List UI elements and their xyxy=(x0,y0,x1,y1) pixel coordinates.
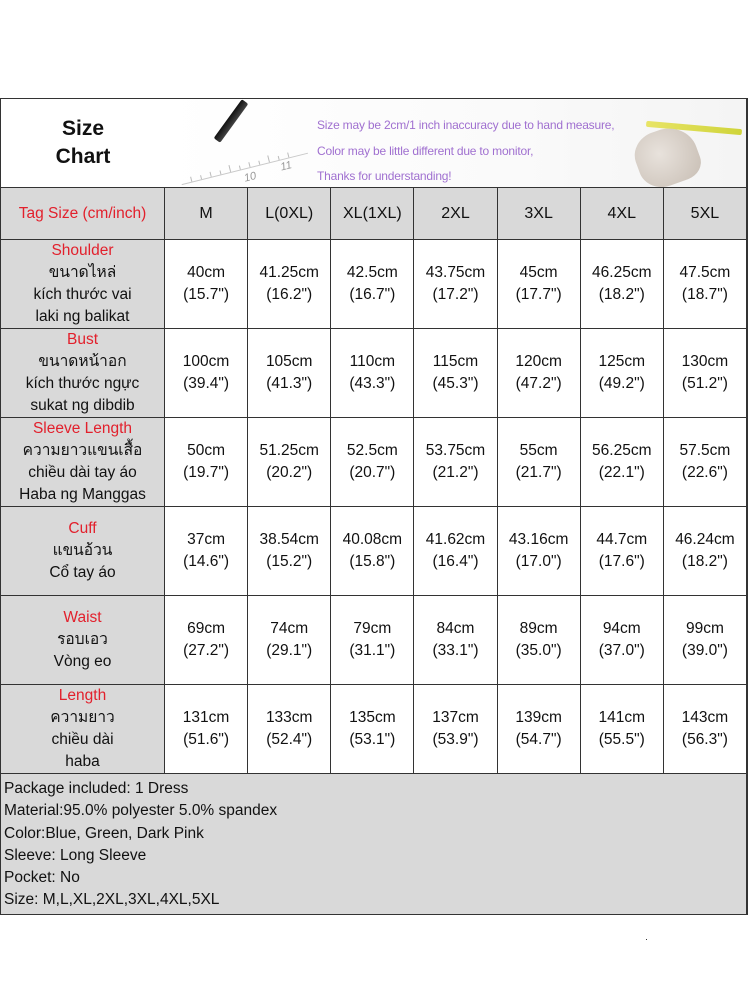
measurement-translation: chiều dài xyxy=(51,731,114,748)
value-cm: 44.7cm xyxy=(596,531,648,548)
value-inch: (16.4") xyxy=(432,553,479,570)
value-inch: (22.1") xyxy=(598,464,645,481)
value-inch: (17.6") xyxy=(598,553,645,570)
measurement-cell xyxy=(165,596,248,684)
value-cm: 84cm xyxy=(436,620,475,637)
size-header-3xl: 3XL xyxy=(498,188,581,239)
measurement-cell xyxy=(414,329,497,417)
measurement-cell xyxy=(664,329,746,417)
value-inch: (45.3") xyxy=(432,375,479,392)
note-line: Thanks for understanding! xyxy=(317,169,452,183)
value-cm: 41.62cm xyxy=(425,531,486,548)
measurement-cell xyxy=(581,329,664,417)
value-cm: 100cm xyxy=(182,353,230,370)
ruler-icon xyxy=(172,114,308,185)
value-cm: 125cm xyxy=(598,353,646,370)
measurement-translation: ขนาดไหล่ xyxy=(48,264,117,281)
measurement-row-shoulder xyxy=(1,240,746,329)
tag-size-label-cell xyxy=(1,188,165,239)
value-cm: 45cm xyxy=(519,264,558,281)
ruler-number: 10 xyxy=(242,170,258,185)
detail-size: Size: M,L,XL,2XL,3XL,4XL,5XL xyxy=(4,891,220,909)
value-cm: 40.08cm xyxy=(342,531,403,548)
value-cm: 43.75cm xyxy=(425,264,486,281)
value-cm: 52.5cm xyxy=(346,442,398,459)
value-inch: (17.7") xyxy=(515,286,562,303)
value-cm: 56.25cm xyxy=(592,442,652,459)
value-inch: (31.1") xyxy=(349,642,396,659)
value-cm: 94cm xyxy=(602,620,641,637)
measurement-cell xyxy=(664,507,746,595)
value-cm: 131cm xyxy=(182,709,230,726)
value-cm: 69cm xyxy=(187,620,226,637)
value-inch: (52.4") xyxy=(266,731,313,748)
measurement-cell xyxy=(248,240,331,328)
measurement-cell xyxy=(414,418,497,506)
size-header-2xl: 2XL xyxy=(414,188,497,239)
measurement-banner xyxy=(165,99,746,187)
measurement-label-cell xyxy=(1,418,165,506)
measurement-translation: kích thước ngực xyxy=(25,375,140,392)
value-inch: (22.6") xyxy=(681,464,728,481)
detail-color: Color:Blue, Green, Dark Pink xyxy=(4,824,204,842)
measurement-cell xyxy=(248,596,331,684)
value-inch: (19.7") xyxy=(183,464,230,481)
measurement-label-cell xyxy=(1,596,165,684)
value-inch: (39.4") xyxy=(183,375,230,392)
size-header-xl: XL(1XL) xyxy=(331,188,414,239)
title-line-2: Chart xyxy=(55,145,111,168)
note-line: Color may be little different due to monitor, xyxy=(317,143,534,158)
value-inch: (17.2") xyxy=(432,286,479,303)
value-inch: (39.0") xyxy=(681,642,728,659)
measurement-cell xyxy=(581,596,664,684)
measurement-cell xyxy=(165,507,248,595)
measurement-row-cuff xyxy=(1,507,746,596)
measurement-cell xyxy=(331,507,414,595)
measurement-translation: ขนาดหน้าอก xyxy=(38,353,127,370)
value-cm: 135cm xyxy=(349,709,396,726)
measurement-cell xyxy=(414,685,497,773)
product-details xyxy=(1,774,746,914)
value-inch: (49.2") xyxy=(598,375,645,392)
measurement-translation: ความยาว xyxy=(50,709,115,726)
measurement-cell xyxy=(498,596,581,684)
measurement-cell xyxy=(581,240,664,328)
value-cm: 99cm xyxy=(685,620,724,637)
value-cm: 74cm xyxy=(270,620,309,637)
measurement-cell xyxy=(664,240,746,328)
measurement-translation: kích thước vai xyxy=(33,286,132,303)
value-inch: (33.1") xyxy=(432,642,479,659)
value-inch: (53.9") xyxy=(432,731,479,748)
detail-sleeve: Sleeve: Long Sleeve xyxy=(4,846,147,864)
measurement-cell xyxy=(664,418,746,506)
value-cm: 139cm xyxy=(515,709,562,726)
measurement-cell xyxy=(664,685,746,773)
value-inch: (15.2") xyxy=(266,553,313,570)
measurement-name: Cuff xyxy=(68,520,97,537)
measurement-row-length xyxy=(1,685,746,774)
size-header-l: L(0XL) xyxy=(248,188,331,239)
measurement-name: Sleeve Length xyxy=(32,420,133,437)
value-inch: (20.2") xyxy=(266,464,313,481)
measurement-row-sleeve-length xyxy=(1,418,746,507)
measurement-cell xyxy=(664,596,746,684)
value-cm: 141cm xyxy=(598,709,646,726)
value-inch: (21.7") xyxy=(515,464,562,481)
measurement-label-cell xyxy=(1,507,165,595)
value-inch: (29.1") xyxy=(266,642,313,659)
size-header-m: M xyxy=(165,188,248,239)
measurement-translation: laki ng balikat xyxy=(35,308,130,325)
value-cm: 50cm xyxy=(187,442,226,459)
value-inch: (15.7") xyxy=(183,286,230,303)
value-cm: 89cm xyxy=(519,620,558,637)
measurement-translation: sukat ng dibdib xyxy=(30,397,135,414)
measurement-cell xyxy=(248,418,331,506)
value-inch: (18.7") xyxy=(681,286,728,303)
value-cm: 47.5cm xyxy=(679,264,731,281)
value-inch: (54.7") xyxy=(515,731,562,748)
measurement-cell xyxy=(498,685,581,773)
ruler-number: 11 xyxy=(279,159,294,174)
measurement-name: Shoulder xyxy=(51,242,114,259)
measurement-translation: แขนอ้วน xyxy=(52,542,113,559)
measurement-translation: chiều dài tay áo xyxy=(28,464,137,481)
value-cm: 46.25cm xyxy=(592,264,652,281)
value-inch: (53.1") xyxy=(349,731,396,748)
tag-size-label: Tag Size (cm/inch) xyxy=(18,204,147,222)
measurement-translation: Cổ tay áo xyxy=(49,564,116,581)
detail-material: Material:95.0% polyester 5.0% spandex xyxy=(4,802,278,820)
measurement-cell xyxy=(498,240,581,328)
detail-package: Package included: 1 Dress xyxy=(4,780,189,797)
measurement-cell xyxy=(248,685,331,773)
value-cm: 38.54cm xyxy=(259,531,319,548)
measurement-translation: Vòng eo xyxy=(53,653,112,670)
value-inch: (37.0") xyxy=(598,642,645,659)
value-inch: (47.2") xyxy=(515,375,562,392)
measurement-cell xyxy=(498,507,581,595)
value-cm: 115cm xyxy=(432,353,479,370)
measurement-cell xyxy=(331,329,414,417)
value-inch: (16.7") xyxy=(349,286,396,303)
value-cm: 143cm xyxy=(681,709,729,726)
value-cm: 53.75cm xyxy=(425,442,486,459)
measurement-row-waist xyxy=(1,596,746,685)
value-cm: 130cm xyxy=(681,353,729,370)
value-cm: 120cm xyxy=(515,353,562,370)
measurement-cell xyxy=(498,329,581,417)
value-cm: 40cm xyxy=(187,264,226,281)
value-inch: (41.3") xyxy=(266,375,313,392)
value-cm: 41.25cm xyxy=(259,264,319,281)
value-cm: 137cm xyxy=(432,709,479,726)
chart-header xyxy=(1,99,746,188)
measurement-name: Waist xyxy=(63,609,102,626)
value-cm: 43.16cm xyxy=(508,531,569,548)
value-cm: 51.25cm xyxy=(259,442,319,459)
measurement-cell xyxy=(331,240,414,328)
value-inch: (27.2") xyxy=(183,642,230,659)
value-cm: 55cm xyxy=(519,442,558,459)
measurement-name: Length xyxy=(58,687,107,704)
value-inch: (43.3") xyxy=(349,375,396,392)
detail-pocket: Pocket: No xyxy=(4,869,80,887)
chart-title xyxy=(1,99,165,187)
measurement-translation: รอบเอว xyxy=(57,631,108,648)
measurement-cell xyxy=(581,685,664,773)
value-inch: (21.2") xyxy=(432,464,479,481)
measurement-label-cell xyxy=(1,240,165,328)
value-cm: 133cm xyxy=(265,709,313,726)
measurement-cell xyxy=(165,240,248,328)
value-inch: (17.0") xyxy=(515,553,562,570)
stray-dot xyxy=(646,939,647,940)
measurement-cell xyxy=(331,418,414,506)
measurement-cell xyxy=(498,418,581,506)
value-inch: (18.2") xyxy=(598,286,645,303)
value-inch: (51.2") xyxy=(681,375,728,392)
value-inch: (35.0") xyxy=(515,642,562,659)
note-line: Size may be 2cm/1 inch inaccuracy due to hand measure, xyxy=(317,118,615,132)
measurement-label-cell xyxy=(1,685,165,773)
value-inch: (16.2") xyxy=(266,286,313,303)
measurement-cell xyxy=(165,418,248,506)
value-inch: (14.6") xyxy=(183,553,230,570)
measurement-translation: haba xyxy=(65,753,100,770)
measurement-cell xyxy=(165,329,248,417)
value-cm: 42.5cm xyxy=(346,264,398,281)
measurement-cell xyxy=(414,240,497,328)
measurement-cell xyxy=(581,507,664,595)
measurement-cell xyxy=(165,685,248,773)
tag-size-row xyxy=(1,188,746,240)
measurement-cell xyxy=(331,596,414,684)
value-cm: 105cm xyxy=(265,353,313,370)
value-cm: 37cm xyxy=(187,531,226,548)
measurement-cell xyxy=(581,418,664,506)
measurement-cell xyxy=(331,685,414,773)
value-inch: (55.5") xyxy=(598,731,645,748)
value-inch: (56.3") xyxy=(681,731,728,748)
value-inch: (51.6") xyxy=(183,731,230,748)
size-header-4xl: 4XL xyxy=(581,188,664,239)
value-cm: 79cm xyxy=(353,620,392,637)
measurement-cell xyxy=(414,596,497,684)
value-inch: (15.8") xyxy=(349,553,396,570)
measurement-cell xyxy=(248,507,331,595)
value-inch: (18.2") xyxy=(681,553,728,570)
measurement-translation: ความยาวแขนเสื้อ xyxy=(22,442,143,459)
size-chart-table xyxy=(0,98,748,915)
measurement-row-bust xyxy=(1,329,746,418)
value-cm: 57.5cm xyxy=(679,442,731,459)
measurement-label-cell xyxy=(1,329,165,417)
value-inch: (20.7") xyxy=(349,464,396,481)
value-cm: 110cm xyxy=(349,353,396,370)
value-cm: 46.24cm xyxy=(675,531,735,548)
measurement-cell xyxy=(414,507,497,595)
title-line-1: Size xyxy=(61,117,105,140)
size-header-5xl: 5XL xyxy=(664,188,746,239)
measurement-name: Bust xyxy=(66,331,98,348)
disclaimer-notes xyxy=(317,113,614,187)
measurement-cell xyxy=(248,329,331,417)
measurement-translation: Haba ng Manggas xyxy=(19,486,146,503)
